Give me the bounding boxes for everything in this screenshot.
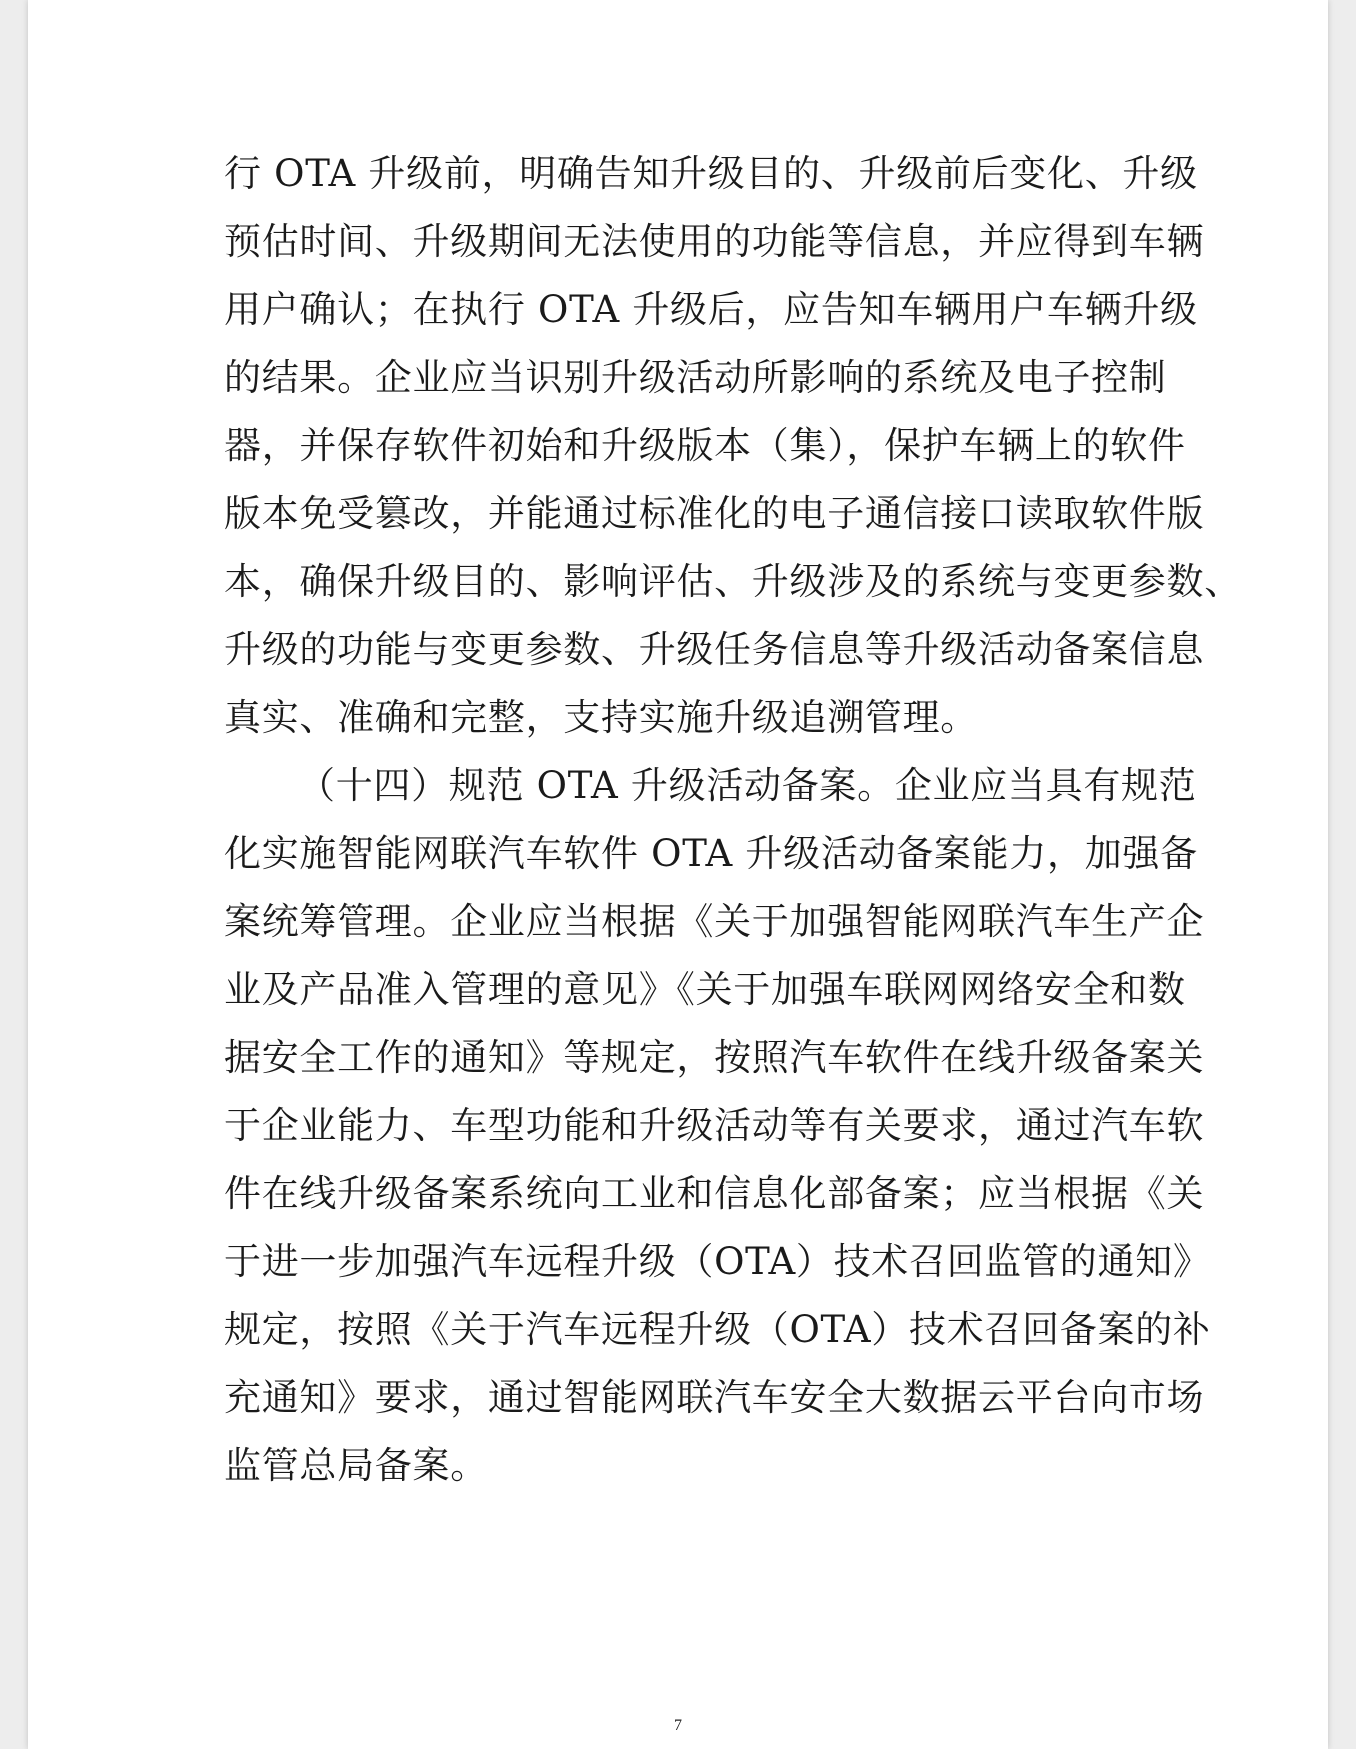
page-body-text <box>224 140 1242 1500</box>
text-line: 于企业能力、车型功能和升级活动等有关要求，通过汽车软 <box>224 1104 1205 1147</box>
paragraph-end-line: 监管总局备案。 <box>224 1444 488 1487</box>
text-line: 行 OTA 升级前，明确告知升级目的、升级前后变化、升级 <box>224 152 1198 195</box>
text-line: 的结果。企业应当识别升级活动所影响的系统及电子控制 <box>224 356 1167 399</box>
document-page <box>28 0 1328 1749</box>
paragraph-end-line: 真实、准确和完整，支持实施升级追溯管理。 <box>224 696 978 739</box>
text-line: 充通知》要求，通过智能网联汽车安全大数据云平台向市场 <box>224 1376 1205 1419</box>
page-number: 7 <box>674 1717 682 1734</box>
section-heading-line: （十四）规范 OTA 升级活动备案。企业应当具有规范 <box>298 764 1197 807</box>
text-line: 器，并保存软件初始和升级版本（集），保护车辆上的软件 <box>224 424 1186 467</box>
text-line: 件在线升级备案系统向工业和信息化部备案；应当根据《关 <box>224 1172 1205 1215</box>
text-line: 于进一步加强汽车远程升级（OTA）技术召回监管的通知》 <box>224 1240 1211 1283</box>
text-line: 化实施智能网联汽车软件 OTA 升级活动备案能力，加强备 <box>224 832 1198 875</box>
text-line: 版本免受篡改，并能通过标准化的电子通信接口读取软件版 <box>224 492 1205 535</box>
text-line: 据安全工作的通知》等规定，按照汽车软件在线升级备案关 <box>224 1036 1205 1079</box>
text-line: 升级的功能与变更参数、升级任务信息等升级活动备案信息 <box>224 628 1205 671</box>
text-line: 预估时间、升级期间无法使用的功能等信息，并应得到车辆 <box>224 220 1205 263</box>
text-line: 规定，按照《关于汽车远程升级（OTA）技术召回备案的补 <box>224 1308 1211 1351</box>
text-line: 用户确认；在执行 OTA 升级后，应告知车辆用户车辆升级 <box>224 288 1198 331</box>
text-line: 本，确保升级目的、影响评估、升级涉及的系统与变更参数、 <box>224 560 1242 603</box>
text-line: 业及产品准入管理的意见》《关于加强车联网网络安全和数 <box>224 968 1186 1011</box>
text-line: 案统筹管理。企业应当根据《关于加强智能网联汽车生产企 <box>224 900 1205 943</box>
